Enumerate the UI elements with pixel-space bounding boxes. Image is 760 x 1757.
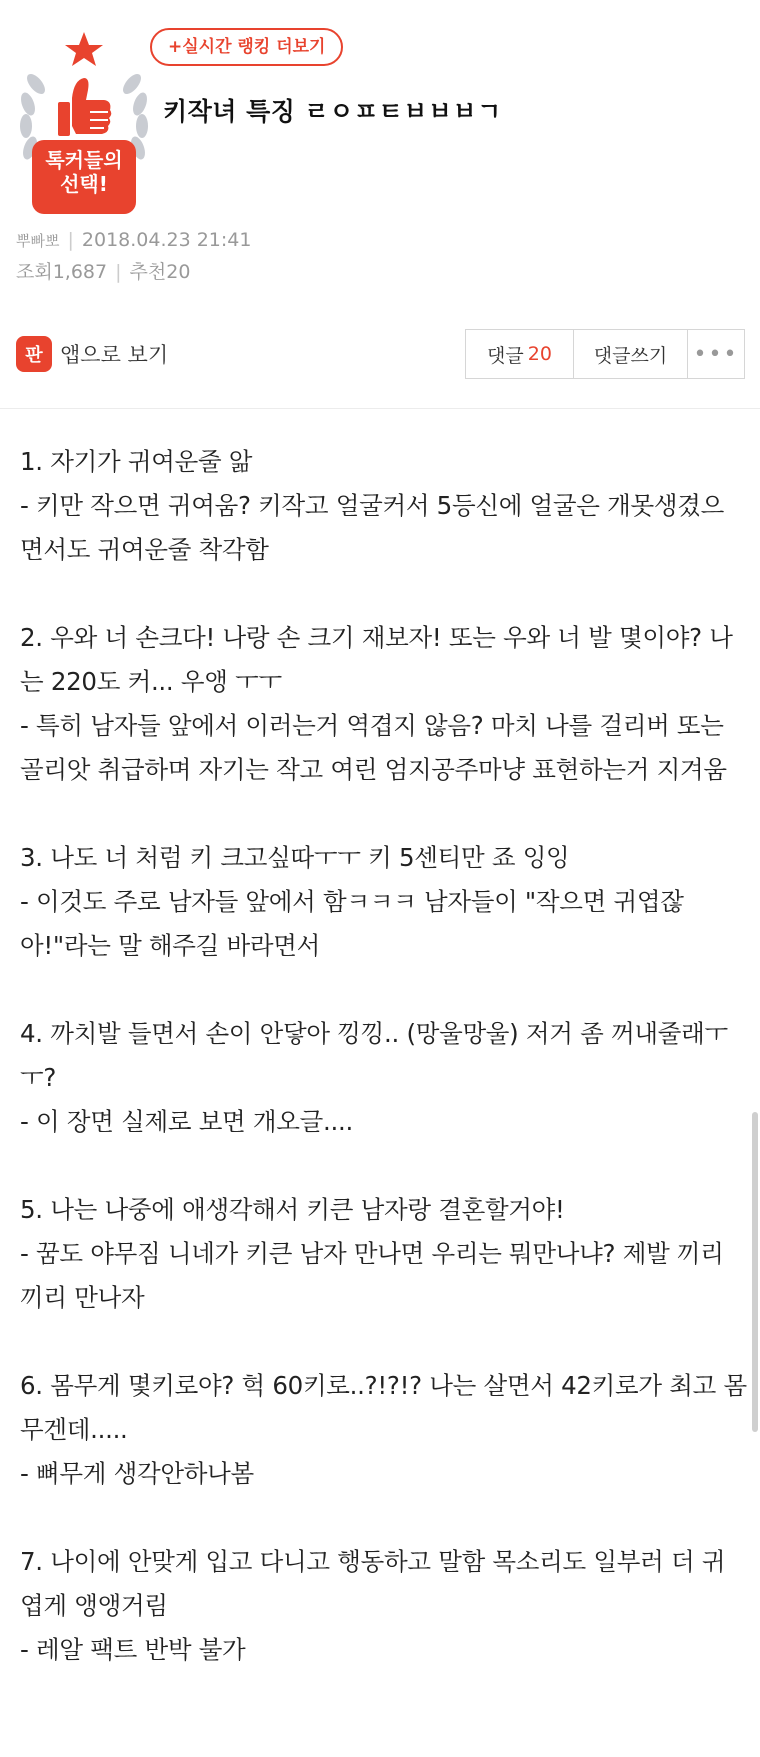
action-bar [0, 326, 760, 382]
post-meta-author-date [16, 229, 251, 251]
body-text-line: - 이 장면 실제로 보면 개오글.... [20, 1107, 353, 1136]
post-meta-stats [16, 257, 190, 284]
post-title: 키작녀 특징 ㄹㅇㅍㅌㅂㅂㅂㄱ [163, 97, 502, 126]
paragraph-gap [20, 968, 745, 1012]
body-text-line: 끼리 만나자 [20, 1283, 145, 1312]
badge-line2: 선택! [60, 172, 108, 196]
body-text-line: - 꿈도 야무짐 니네가 키큰 남자 만나면 우리는 뭐만나냐? 제발 끼리 [20, 1239, 724, 1268]
meta-separator: | [67, 229, 74, 251]
body-text-line: 는 220도 커... 우앵 ㅜㅜ [20, 667, 282, 696]
open-in-app-label: 앱으로 보기 [60, 343, 169, 367]
body-text-line: 5. 나는 나중에 애생각해서 키큰 남자랑 결혼할거야! [20, 1195, 565, 1224]
body-text-line: 1. 자기가 귀여운줄 앎 [20, 447, 253, 476]
body-text-line: - 이것도 주로 남자들 앞에서 함ㅋㅋㅋ 남자들이 "작으면 귀엽잖 [20, 887, 684, 916]
realtime-ranking-button[interactable]: +실시간 랭킹 더보기 [150, 28, 343, 66]
badge-line1: 톡커들의 [45, 148, 123, 172]
thumbs-up-icon [58, 78, 111, 136]
body-text-line: 엽게 앵앵거림 [20, 1591, 168, 1620]
post-body [20, 440, 745, 1672]
more-options-button[interactable]: ••• [688, 330, 744, 378]
body-text-line: - 키만 작으면 귀여움? 키작고 얼굴커서 5등신에 얼굴은 개못생겼으 [20, 491, 724, 520]
body-text-line: 아!"라는 말 해주길 바라면서 [20, 931, 320, 960]
body-text-line: - 뼈무게 생각안하나봄 [20, 1459, 254, 1488]
body-text-line: 면서도 귀여운줄 착각함 [20, 535, 269, 564]
comment-button-group [465, 329, 745, 379]
paragraph-gap [20, 1320, 745, 1364]
comments-button[interactable] [466, 330, 574, 378]
paragraph-gap [20, 1144, 745, 1188]
paragraph-gap [20, 792, 745, 836]
post-datetime: 2018.04.23 21:41 [81, 229, 252, 251]
badge-text [32, 148, 136, 196]
body-text-line: 무겐데..... [20, 1415, 128, 1444]
body-text-line: 4. 까치발 들면서 손이 안닿아 낑낑.. (망울망울) 저거 좀 꺼내줄래ㅜ [20, 1019, 728, 1048]
body-text-line: - 특히 남자들 앞에서 이러는거 역겹지 않음? 마치 나를 걸리버 또는 [20, 711, 724, 740]
comments-label: 댓글 [487, 344, 524, 367]
recommend-count: 20 [166, 261, 191, 283]
open-in-app-button[interactable] [16, 326, 168, 382]
star-icon [65, 32, 103, 66]
body-text-line: 골리앗 취급하며 자기는 작고 여린 엄지공주마냥 표현하는거 지겨움 [20, 755, 727, 784]
post-header [0, 0, 760, 285]
paragraph-gap [20, 572, 745, 616]
write-comment-button[interactable]: 댓글쓰기 [574, 330, 688, 378]
header-divider [0, 408, 760, 409]
paragraph-gap [20, 1496, 745, 1540]
views-label: 조회 [16, 261, 53, 283]
scrollbar-thumb[interactable] [752, 1112, 758, 1432]
body-text-line: - 레알 팩트 반박 불가 [20, 1635, 246, 1664]
author-name[interactable]: 뿌빠뽀 [16, 232, 60, 250]
body-text-line: 7. 나이에 안맞게 입고 다니고 행동하고 말함 목소리도 일부러 더 귀 [20, 1547, 726, 1576]
body-text-line: ㅜ? [20, 1063, 57, 1092]
body-text-line: 2. 우와 너 손크다! 나랑 손 크기 재보자! 또는 우와 너 발 몇이야? 나 [20, 623, 733, 652]
meta-separator: | [115, 261, 122, 283]
recommend-label: 추천 [129, 261, 167, 283]
comments-count: 20 [527, 343, 552, 365]
body-text-line: 3. 나도 너 처럼 키 크고싶따ㅜㅜ 키 5센티만 죠 잉잉 [20, 843, 570, 872]
pann-app-icon: 판 [16, 336, 52, 372]
views-count: 1,687 [52, 261, 108, 283]
body-text-line: 6. 몸무게 몇키로야? 헉 60키로..?!?!? 나는 살면서 42키로가 최고 몸 [20, 1371, 747, 1400]
